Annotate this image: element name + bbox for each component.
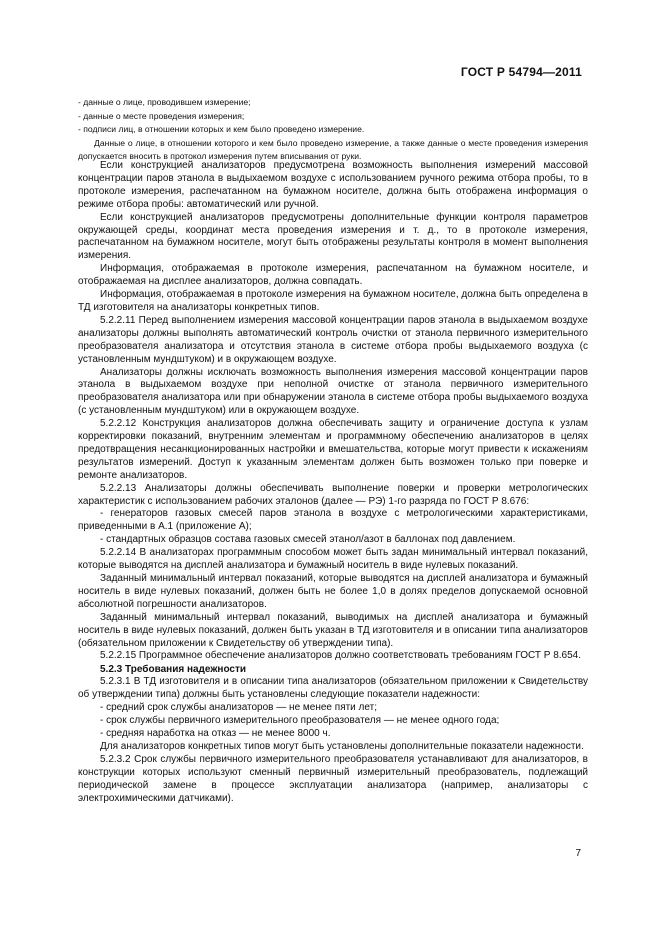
note-line: - данные о лице, проводившем измерение;	[78, 97, 251, 107]
paragraph: Анализаторы должны исключать возможность выполнения измерения массовой концентрации паров этанола в выдыхаемом воздухе при неполной очистке от этанола первичного измерительного преобразователя анализатора или при обнаружении этанола в системе отбора пробы выдыхаемого воздуха (с установленным мундштуком) или в окружающем воздухе.	[78, 366, 588, 417]
paragraph: Если конструкцией анализаторов предусмотрены дополнительные функции контроля параметров окружающей среды, координат места проведения измерения и т. д., то в протоколе измерения, распечатанном на бумажном носителе, могут быть отображены результаты контроля в момент выполнения измерения.	[78, 211, 588, 262]
section-heading: 5.2.3 Требования надежности	[100, 664, 247, 676]
paragraph: Заданный минимальный интервал показаний, выводимых на дисплей анализатора и бумажный носитель в виде нулевых показаний, должен быть указан в ТД изготовителя и в описании типа анализаторов (обязательном приложении к Свидетельству об утверждении типа).	[78, 611, 588, 649]
paragraph: 5.2.2.11 Перед выполнением измерения массовой концентрации паров этанола в выдыхаемом воздухе анализаторы должны выполнять автоматический контроль очистки от этанола первичного измерительного преобразователя анализатора и отсутствия этанола в системе отбора пробы выдыхаемого воздуха (с установленным мундштуком) и в окружающем воздухе.	[78, 314, 588, 365]
paragraph: - средняя наработка на отказ — не менее 8000 ч.	[100, 727, 331, 739]
paragraph: - генераторов газовых смесей паров этанола в воздухе с метрологическими характеристиками, приведенными в А.1 (приложение А);	[78, 508, 588, 533]
body-text	[78, 160, 588, 805]
paragraph: Если конструкцией анализаторов предусмотрена возможность выполнения измерений массовой концентрации паров этанола в выдыхаемом воздухе с использованием ручного режима отбора пробы, то в протоколе измерения, распечатанном на бумажном носителе, должна быть отображена информация о режиме отбора пробы: автоматический или ручной.	[78, 160, 588, 210]
paragraph: Заданный минимальный интервал показаний, которые выводятся на дисплей анализатора и бумажный носитель в виде нулевых показаний, должен быть не более 1,0 в долях пределов допускаемой основной абсолютной погрешности анализаторов.	[78, 573, 588, 610]
page-number: 7	[575, 848, 581, 859]
paragraph: 5.2.3.1 В ТД изготовителя и в описании типа анализаторов (обязательном приложении к Свидетельству об утверждении типа) должны быть установлены следующие показатели надежности:	[78, 676, 588, 701]
paragraph: Информация, отображаемая в протоколе измерения на бумажном носителе, должна быть определена в ТД изготовителя на анализаторы конкретных типов.	[78, 289, 588, 313]
document-id-header: ГОСТ Р 54794—2011	[460, 65, 582, 79]
note-line: Данные о лице, в отношении которого и кем было проведено измерение, а также данные о месте проведения измерения допускается вносить в протокол измерения путем вписывания от руки.	[78, 137, 588, 162]
note-block	[78, 96, 588, 164]
paragraph: - средний срок службы анализаторов — не менее пяти лет;	[100, 702, 377, 714]
paragraph: 5.2.2.14 В анализаторах программным способом может быть задан минимальный интервал показаний, которые выводятся на дисплей анализатора и бумажный носитель в виде нулевых показаний.	[78, 547, 588, 572]
paragraph: - срок службы первичного измерительного преобразователя — не менее одного года;	[100, 715, 500, 727]
note-line: - подписи лиц, в отношении которых и кем было проведено измерение.	[78, 124, 365, 135]
paragraph: 5.2.2.12 Конструкция анализаторов должна обеспечивать защиту и ограничение доступа к узлам корректировки показаний, внутренним элементам и программному обеспечению анализаторов в целях предотвращения несанкционированных настройки и вмешательства, которые могут привести к искажениям результатов измерений. Доступ к указанным элементам должен быть возможен только при поверке и ремонте анализаторов.	[78, 418, 588, 481]
paragraph: Для анализаторов конкретных типов могут быть установлены дополнительные показатели надежности.	[100, 740, 584, 752]
note-line: - данные о месте проведения измерения;	[78, 110, 245, 121]
paragraph: Информация, отображаемая в протоколе измерения, распечатанном на бумажном носителе, и отображаемая на дисплее анализаторов, должна совпадать.	[78, 263, 588, 288]
paragraph: 5.2.2.13 Анализаторы должны обеспечивать выполнение поверки и проверки метрологических характеристик с использованием рабочих эталонов (далее — РЭ) 1-го разряда по ГОСТ Р 8.676:	[78, 482, 588, 507]
paragraph: - стандартных образцов состава газовых смесей этанол/азот в баллонах под давлением.	[100, 534, 516, 546]
paragraph: 5.2.3.2 Срок службы первичного измерительного преобразователя устанавливают для анализаторов, в конструкции которых используют сменный первичный измерительный преобразователь, подлежащий периодической замене в процессе эксплуатации анализатора (например, анализаторы с электрохимическими датчиками).	[78, 753, 588, 804]
paragraph: 5.2.2.15 Программное обеспечение анализаторов должно соответствовать требованиям ГОСТ Р 8.654.	[100, 650, 582, 662]
